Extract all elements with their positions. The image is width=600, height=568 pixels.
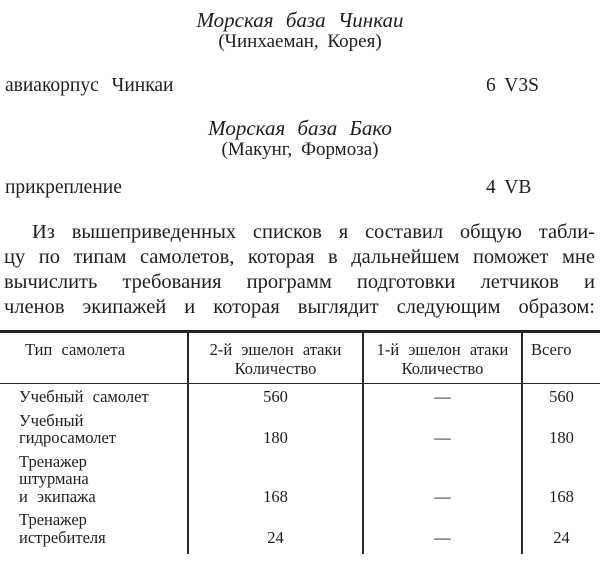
paragraph-line: Из вышеприведенных списков я составил общую табли- [32,221,595,243]
cell-type-line: гидросамолет [19,428,116,447]
header-line: 2-й эшелон атаки [209,340,342,359]
cell-type-line: истребителя [19,527,106,547]
table-header-row [0,332,600,384]
paragraph-line: вычислить требования программ подготовки летчиков и [4,271,595,293]
entry-row-bako [0,176,600,200]
table-row [0,449,600,508]
cell-total: 168 [549,486,574,506]
cell-type-line: и экипажа [19,486,96,506]
cell-first-echelon: — [363,507,522,548]
cell-second-echelon: 560 [188,384,363,408]
table-row-cutoff [0,548,600,554]
header-line: Тип самолета [25,340,126,359]
base-subtitle-chinkai: (Чинхаеман, Корея) [218,31,382,52]
base-title-bako: Морская база Бако [208,116,392,140]
header-line: Количество [234,359,317,378]
header-second-echelon [188,332,363,384]
document-page [0,8,600,568]
paragraph-line: цу по типам самолетов, которая в дальнейшем поможет мне [4,246,595,268]
paragraph-line: членов экипажей и которая выглядит следующим образом: [4,296,595,318]
cell-type [0,507,188,548]
cell-first-echelon: — [363,449,522,508]
table-row [0,408,600,449]
header-line: 1-й эшелон атаки [376,340,509,359]
cell-type-line: Учебный самолет [19,387,149,406]
cell-total: 180 [549,428,574,447]
cell-type [0,449,188,508]
cell-type-line: штурмана [19,469,89,488]
header-line: Количество [401,359,484,378]
cell-second-echelon: 24 [188,507,363,548]
base-title-chinkai: Морская база Чинкаи [196,8,404,32]
cell-total: 24 [553,527,570,547]
header-first-echelon [363,332,522,384]
cell-type-line: Тренажер [19,451,87,471]
header-line: Всего [531,340,572,359]
intro-paragraph [0,220,600,320]
header-total [522,332,600,384]
header-aircraft-type [0,332,188,384]
cell-second-echelon: 180 [188,408,363,449]
cell-type [0,408,188,449]
cell-empty [363,548,522,554]
cell-first-echelon: — [363,408,522,449]
cell-empty [522,548,600,554]
entry-label-prikreplenie: прикрепление [5,177,122,198]
entry-value-prikreplenie: 4 VB [486,177,532,198]
base-subtitle-bako: (Макунг, Формоза) [221,139,379,160]
cell-type-line: Тренажер [19,510,87,529]
cell-first-echelon: — [363,384,522,408]
cell-empty [0,548,188,554]
cell-type [0,384,188,408]
aircraft-summary-table [0,330,600,554]
cell-total: 560 [549,387,574,406]
table-row [0,507,600,548]
cell-empty [188,548,363,554]
entry-value-aviakorpus: 6 V3S [486,75,539,96]
table-row [0,384,600,408]
entry-row-chinkai [0,74,600,98]
cell-type-line: Учебный [19,410,84,430]
entry-label-aviakorpus: авиакорпус Чинкаи [5,75,174,96]
cell-second-echelon: 168 [188,449,363,508]
